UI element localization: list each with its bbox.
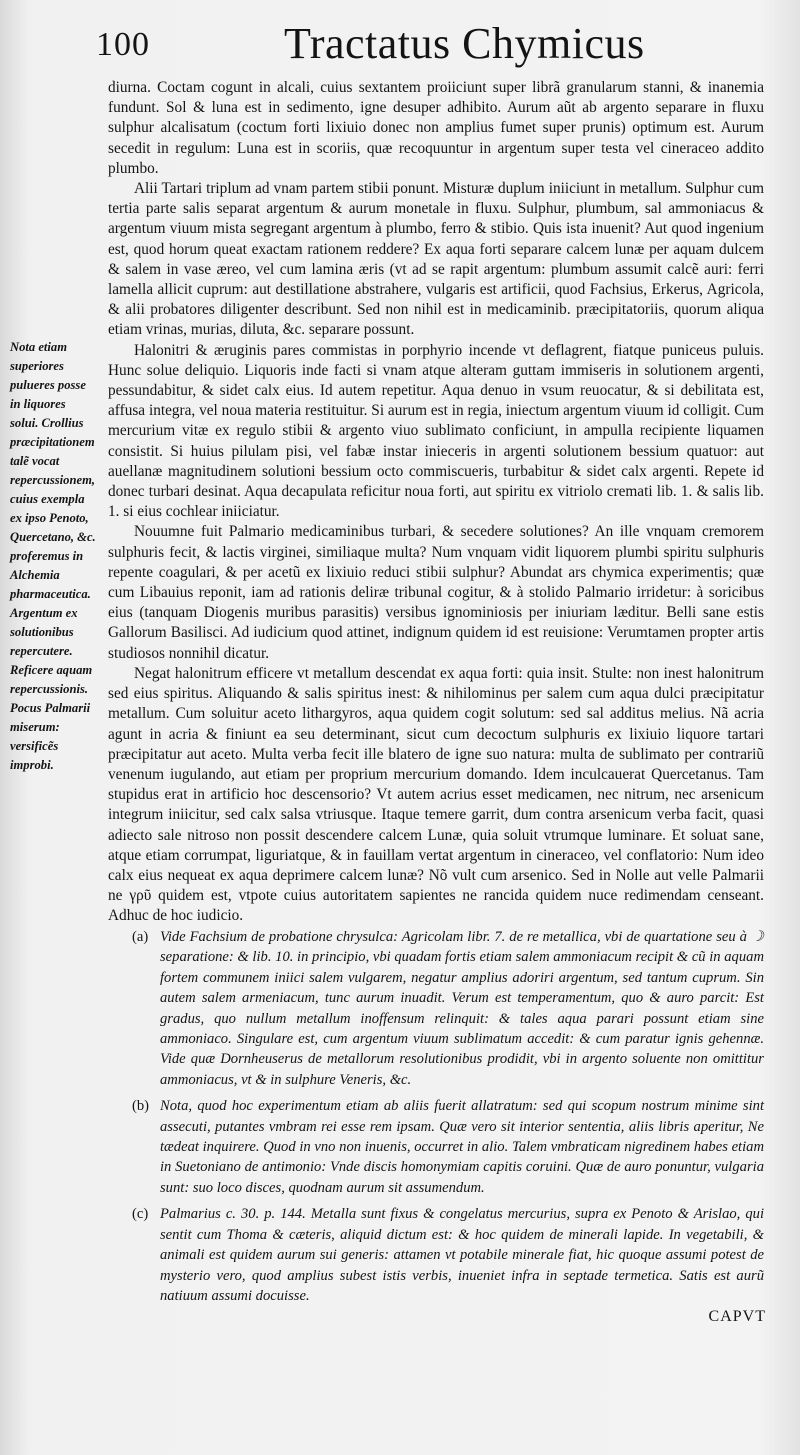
paragraph-1: diurna. Coctam cogunt in alcali, cuius sextantem proiiciunt super librã granularum stanni, & inanemia fundunt. Sol & luna est in sedimento, igne desuper adhibito. Aurum aũt ab argento separare in fluxu sulphur alcalisatum (coctum forti lixiuio donec non amplius fumet super prunis) optimum est. Aurum secedit in regulum: Luna est in scoriis, quæ recoquuntur in argentum super testa vel cineraceo addito plumbo. (108, 79, 764, 177)
paragraph-2: Alii Tartari triplum ad vnam partem stibii ponunt. Misturæ duplum iniiciunt in metallum. Sulphur cum tertia parte salis separat argentum & aurum monetale in fluxu. Sulphur, plumbum, sal ammoniacus & argentum viuum mista segregant argentum à plumbo, ferro & stibio. Quis ista inuenit? Aut quod ingenium est, quod horum queat exactam rationem reddere? Ex aqua forti separare calcem lunæ per aquam dulcem & salem in vase æreo, vel cum lamina æris (vt ad se rapit argentum: plumbum assumit calcẽ auri: ferri lamella allicit cuprum: aut destillatione abstrahere, vulgaris est artificii, quod Fachsius, Erkerus, Agricola, & alii probatores diligenter describunt. Sed non nihil est in medicaminib. præcipitatoriis, quorum aliqua etiam vrinas, murias, diluta, &c. separare possunt. (108, 180, 764, 339)
footnote-a (132, 927, 764, 1090)
page-number: 100 (96, 26, 150, 63)
footnote-text: Vide Fachsium de probatione chrysulca: Agricolam libr. 7. de re metallica, vbi de quartatione seu à ☽ separatione: & lib. 10. in principio, vbi quadam fortis etiam salem ammoniacum recipit & cũ in aquam fortem communem iniici salem vulgarem, negatur amplius adoriri argentum, sed tantum cuprum. Sin autem salem armeniacum, tunc aurum inuadit. Verum est temperamentum, quo & auro parcit: Est gradus, quo nullum metallum inoffensum relinquit: & tales aqua parari possunt etiam sine ammoniaco. Singulare est, cum argentum viuum sublimatum accedit: & cum paratur ignis gehennæ. Vide quæ Dornheuserus de metallorum resolutionibus prodidit, vbi in argento soluente non omittitur ammoniacus, vt & in sulphure Veneris, &c. (160, 929, 764, 1088)
marginal-note-text: Nota etiam superiores pulueres posse in liquores solui. Crollius præcipitationem talẽ vocat repercussionem, cuius exempla ex ipso Penoto, Quercetano, &c. proferemus in Alchemia pharmaceutica. Argentum ex solutionibus repercutere. Reficere aquam repercussionis. Pocus Palmarii miserum: versificẽs improbi. (10, 340, 96, 772)
marginal-note (10, 338, 96, 775)
paragraph-5: Negat halonitrum efficere vt metallum descendat ex aqua forti: quia insit. Stulte: non inest halonitrum sed eius spiritus. Aliquando & salis spiritus inest: & nihilominus per salem cum aqua dulci præcipitatur metallum. Cum soluitur aceto lithargyros, aqua quidem cogit solutum: sed sal additus melius. Nã acria agunt in acria & finiunt ea seu determinant, sicut cum decoctum sulphuris ex lixiuio liquore tartari præcipitatur aut aceto. Multa verba fecit ille blatero de igne suo natura: multa de sublimato per contrariũ venenum iugulando, aut etiam per proprium mercurium domando. Idem inculcauerat Quercetanus. Tam stupidus erat in artificio hoc descensorio? Vt autem acrius esset medicamen, nec nitrum, nec arsenicum integrum iniicitur, sed calx salsa vtriusque. Itaque temere garrit, dum contra arsenicum verba facit, quasi adiecto sale nitroso non possit descendere calcem Lunæ, quia soluit vtrumque luminare. Et soluat sane, atque etiam corrumpat, liguriatque, & in fauillam vertat argentum in cineraceo, vel conflatorio: Num ideo calx eius nequeat ex aqua deprimere calcem lunæ? Nõ vult cum arsenico. Sed in Nolle aut velle Palmarii ne γρῦ quidem est, vtpote cuius autoritatem sapientes ne rancida quidem nuce redimendam censeant. Adhuc de hoc iudicio. (108, 664, 764, 925)
footnotes (132, 927, 764, 1312)
main-text (108, 78, 764, 927)
page-header (96, 18, 760, 70)
footnote-c (132, 1204, 764, 1306)
paragraph-4: Nouumne fuit Palmario medicaminibus turbari, & secedere solutiones? An ille vnquam cremorem sulphuris fecit, & lactis virginei, similiaque multa? Num vnquam vidit liquorem plumbi spiritu sulphuris repente coagulari, & per acetũ ex lixiuio reduci stibii sulphur? Abundat ars chymica experimentis; quæ cum Libauius reponit, iam ad rationis deliræ tribunal cogitur, & à stolido Palmario irridetur: à soricibus eius (tanquam Diogenis muribus parasitis) versibus ignominiosis per iniuriam læditur. Belli sane estis Gallorum Basilisci. Ad iudicium quod attinet, indignum quidem id est reuisione: Verumtamen propter artis studiosos nonnihil dicatur. (108, 523, 764, 662)
running-title: Tractatus Chymicus (284, 19, 645, 68)
paragraph-3: Halonitri & æruginis pares commistas in porphyrio incende vt deflagrent, fiatque puniceus puluis. Hunc solue deliquio. Liquoris inde facti si vnam atque alteram guttam immiseris in solutionem argenti, pessundabitur, & sidet calx eius. Id autem repetitur. Aqua denuo in vsum reuocatur, & si debilitata est, affusa integra, vel noua materia restituitur. Si aurum est in regia, iniectum argentum viuum id colligit. Cum mercurium vitæ ex regulo stibii & argento viuo sublimato conficiunt, in ampulla recipiente liquamen consistit. Si huius pilulam pisi, vel fabæ instar inieceris in argenti solutionem bessium quatuor: aut auellanæ magnitudinem solutioni bessium octo commiscueris, turbabitur & sidet calx argenti. Repete id donec turbari desinat. Aqua decapulata reficitur noua forti, aut spiritu ex vitriolo cremati lib. 1. & salis lib. 1. si eius cochlear iniiciatur. (108, 341, 764, 521)
catchword: CAPVT (708, 1308, 766, 1325)
footnote-label: (b) (132, 1098, 150, 1115)
footnote-b (132, 1096, 764, 1198)
footnote-text: Nota, quod hoc experimentum etiam ab aliis fuerit allatratum: sed qui scopum nostrum minime sint assecuti, putantes vmbram rei esse rem ipsam. Quæ vero sit interior sententia, aliis libris aperitur, Ne tædeat inquirere. Quod in vno non inuenis, occurret in alio. Talem vmbraticam nigredinem habes etiam in Suetoniano de antimonio: Vnde discis homonymiam capitis coruini. Quæ de auro ponuntur, vulgaria sunt: suo loco disces, quodnam aurum sit assumendum. (160, 1098, 764, 1196)
footnote-label: (c) (132, 1206, 149, 1223)
footnote-text: Palmarius c. 30. p. 144. Metalla sunt fixus & congelatus mercurius, supra ex Penoto & Arislao, qui sentit cum Thoma & cæteris, aliquid dictum est: & hoc quidem de minerali lapide. In vegetabili, & animali est quidem aurum sui generis: attamen vt potabile minerale fiat, hic quoque assumi potest de mysterio vero, quod amplius subest istis verbis, inueniet infra in septade termetica. Satis est aurũ natiuum assumi docuisse. (160, 1206, 764, 1304)
footnote-label: (a) (132, 929, 149, 945)
